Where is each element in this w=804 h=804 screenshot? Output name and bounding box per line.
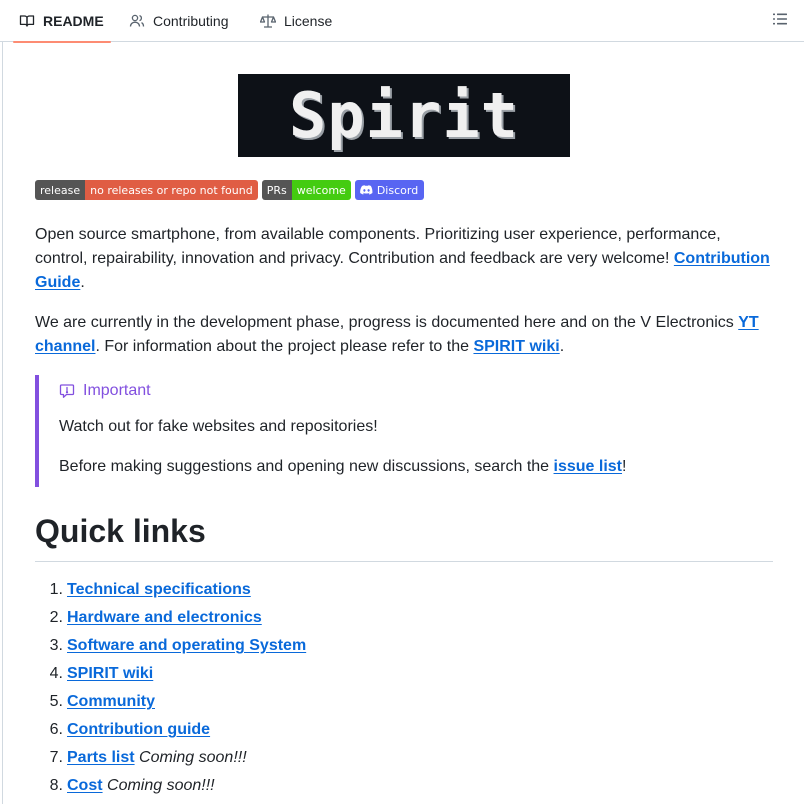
badge-row [35,180,424,200]
alert-search-end: ! [622,458,627,475]
cost-link[interactable]: Cost [67,777,103,794]
alert-title [59,379,151,403]
list-number: 8. [49,777,63,794]
heading-divider [35,561,773,562]
list-number: 1. [49,581,63,598]
list-number: 2. [49,609,63,626]
report-icon [59,383,75,399]
alert-title-label: Important [83,382,151,399]
progress-end: . [559,338,565,355]
logo-text: Spirit [289,78,519,152]
list-number: 4. [49,665,63,682]
list-item [35,662,775,690]
list-item [35,774,775,802]
issue-list-link[interactable]: issue list [553,458,623,475]
outline-button[interactable] [772,11,788,27]
intro-text: Open source smartphone, from available components. Prioritizing user experience, performance, control, repairability, innovation and privacy. Contribution and feedback are very welcome! [35,226,721,267]
contribution-guide-link[interactable]: Contribution Guide [35,250,770,291]
yt-channel-link[interactable]: YT channel [35,314,759,355]
important-alert [35,375,775,487]
community-link[interactable]: Community [67,693,155,710]
discord-badge-label: Discord [376,183,419,197]
prs-badge[interactable] [262,180,351,200]
list-item [35,746,775,774]
list-item [35,606,775,634]
tab-readme-label: README [43,13,104,29]
list-number: 5. [49,693,63,710]
list-number: 6. [49,721,63,738]
hardware-electronics-link[interactable]: Hardware and electronics [67,609,262,626]
list-number: 3. [49,637,63,654]
release-badge[interactable] [35,180,258,200]
list-unordered-icon [772,14,788,31]
prs-badge-label: PRs [262,180,292,200]
tab-readme[interactable] [19,0,104,42]
prs-badge-value: welcome [292,180,351,200]
tab-license-label: License [284,13,333,29]
list-item [35,690,775,718]
technical-specifications-link[interactable]: Technical specifications [67,581,251,598]
coming-soon-note: Coming soon!!! [139,749,247,766]
spirit-logo [238,74,570,157]
release-badge-value: no releases or repo not found [85,180,258,200]
readme-tabbar [0,0,804,42]
intro-paragraph [35,223,775,295]
software-os-link[interactable]: Software and operating System [67,637,307,654]
list-item [35,718,775,746]
progress-paragraph [35,311,775,359]
alert-search-text: Before making suggestions and opening new discussions, search the [59,458,554,475]
release-badge-label: release [35,180,85,200]
quick-links-heading: Quick links [35,513,206,549]
discord-badge[interactable] [355,180,424,200]
people-icon [129,13,145,29]
list-item [35,578,775,606]
list-number: 7. [49,749,63,766]
progress-text-2: . For information about the project please refer to the [95,338,474,355]
alert-line-fake-sites: Watch out for fake websites and repositories! [59,418,378,435]
quick-links-list [35,578,775,802]
parts-list-link[interactable]: Parts list [67,749,135,766]
book-icon [19,13,35,29]
tab-contributing[interactable] [129,0,229,42]
alert-line-search [59,455,626,479]
tab-contributing-label: Contributing [153,13,229,29]
contribution-guide-list-link[interactable]: Contribution guide [67,721,211,738]
intro-end: . [80,274,85,291]
spirit-wiki-list-link[interactable]: SPIRIT wiki [67,665,154,682]
discord-icon [360,185,373,195]
progress-text: We are currently in the development phase, progress is documented here and on the V Electronics [35,314,739,331]
tab-license[interactable] [260,0,332,42]
law-scale-icon [260,13,276,29]
spirit-wiki-link[interactable]: SPIRIT wiki [473,338,560,355]
list-item [35,634,775,662]
coming-soon-note: Coming soon!!! [107,777,215,794]
